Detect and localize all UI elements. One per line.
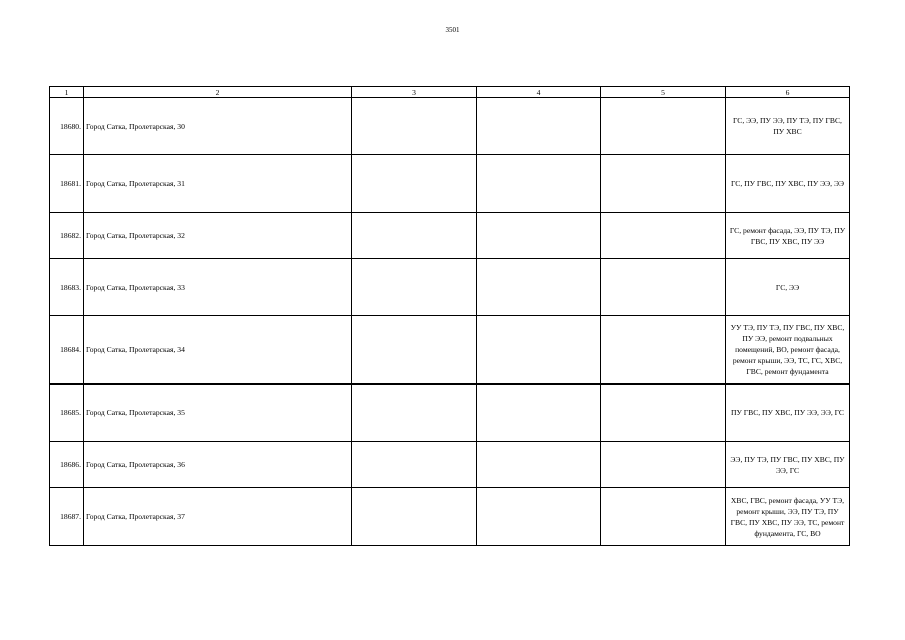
row-cell-5 xyxy=(601,316,726,384)
column-header-6: 6 xyxy=(726,87,850,98)
row-address: Город Сатка, Пролетарская, 34 xyxy=(84,316,352,384)
row-cell-4 xyxy=(477,316,601,384)
row-cell-5 xyxy=(601,213,726,259)
row-number: 18685. xyxy=(50,384,84,442)
column-header-4: 4 xyxy=(477,87,601,98)
row-cell-3 xyxy=(352,213,477,259)
row-cell-4 xyxy=(477,442,601,488)
column-header-5: 5 xyxy=(601,87,726,98)
table-row xyxy=(50,259,850,316)
row-number: 18680. xyxy=(50,98,84,155)
row-works: ГС, ремонт фасада, ЭЭ, ПУ ТЭ, ПУ ГВС, ПУ ХВС, ПУ ЭЭ xyxy=(726,213,850,259)
column-header-2: 2 xyxy=(84,87,352,98)
table-row xyxy=(50,488,850,546)
row-address: Город Сатка, Пролетарская, 32 xyxy=(84,213,352,259)
row-cell-5 xyxy=(601,98,726,155)
row-number: 18681. xyxy=(50,155,84,213)
row-address: Город Сатка, Пролетарская, 35 xyxy=(84,384,352,442)
table-row xyxy=(50,98,850,155)
row-address: Город Сатка, Пролетарская, 30 xyxy=(84,98,352,155)
table-row xyxy=(50,384,850,442)
row-cell-3 xyxy=(352,442,477,488)
row-cell-5 xyxy=(601,442,726,488)
row-number: 18682. xyxy=(50,213,84,259)
row-number: 18684. xyxy=(50,316,84,384)
row-cell-5 xyxy=(601,488,726,546)
row-address: Город Сатка, Пролетарская, 33 xyxy=(84,259,352,316)
row-cell-4 xyxy=(477,259,601,316)
table-row xyxy=(50,155,850,213)
row-number: 18687. xyxy=(50,488,84,546)
row-cell-3 xyxy=(352,259,477,316)
row-cell-3 xyxy=(352,488,477,546)
row-works: ХВС, ГВС, ремонт фасада, УУ ТЭ, ремонт крыши, ЭЭ, ПУ ТЭ, ПУ ГВС, ПУ ХВС, ПУ ЭЭ, ТС, ремонт фундамента, ГС, ВО xyxy=(726,488,850,546)
row-cell-5 xyxy=(601,384,726,442)
row-cell-5 xyxy=(601,259,726,316)
row-cell-3 xyxy=(352,155,477,213)
row-cell-4 xyxy=(477,155,601,213)
row-cell-3 xyxy=(352,384,477,442)
header-row xyxy=(50,87,850,98)
table-row xyxy=(50,316,850,384)
row-works: ГС, ЭЭ xyxy=(726,259,850,316)
row-cell-4 xyxy=(477,384,601,442)
row-works: ГС, ЭЭ, ПУ ЭЭ, ПУ ТЭ, ПУ ГВС, ПУ ХВС xyxy=(726,98,850,155)
row-number: 18683. xyxy=(50,259,84,316)
row-works: ГС, ПУ ГВС, ПУ ХВС, ПУ ЭЭ, ЭЭ xyxy=(726,155,850,213)
page-number: 3501 xyxy=(445,26,460,34)
row-cell-4 xyxy=(477,98,601,155)
row-works: ЭЭ, ПУ ТЭ, ПУ ГВС, ПУ ХВС, ПУ ЭЭ, ГС xyxy=(726,442,850,488)
row-address: Город Сатка, Пролетарская, 37 xyxy=(84,488,352,546)
row-cell-5 xyxy=(601,155,726,213)
row-cell-3 xyxy=(352,98,477,155)
row-address: Город Сатка, Пролетарская, 31 xyxy=(84,155,352,213)
row-cell-4 xyxy=(477,488,601,546)
table-row xyxy=(50,213,850,259)
row-works: УУ ТЭ, ПУ ТЭ, ПУ ГВС, ПУ ХВС, ПУ ЭЭ, ремонт подвальных помещений, ВО, ремонт фасада, ремонт крыши, ЭЭ, ТС, ГС, ХВС, ГВС, ремонт фундамента xyxy=(726,316,850,384)
row-cell-4 xyxy=(477,213,601,259)
row-number: 18686. xyxy=(50,442,84,488)
table-row xyxy=(50,442,850,488)
row-address: Город Сатка, Пролетарская, 36 xyxy=(84,442,352,488)
row-cell-3 xyxy=(352,316,477,384)
column-header-1: 1 xyxy=(50,87,84,98)
register-table xyxy=(49,86,850,546)
column-header-3: 3 xyxy=(352,87,477,98)
row-works: ПУ ГВС, ПУ ХВС, ПУ ЭЭ, ЭЭ, ГС xyxy=(726,384,850,442)
